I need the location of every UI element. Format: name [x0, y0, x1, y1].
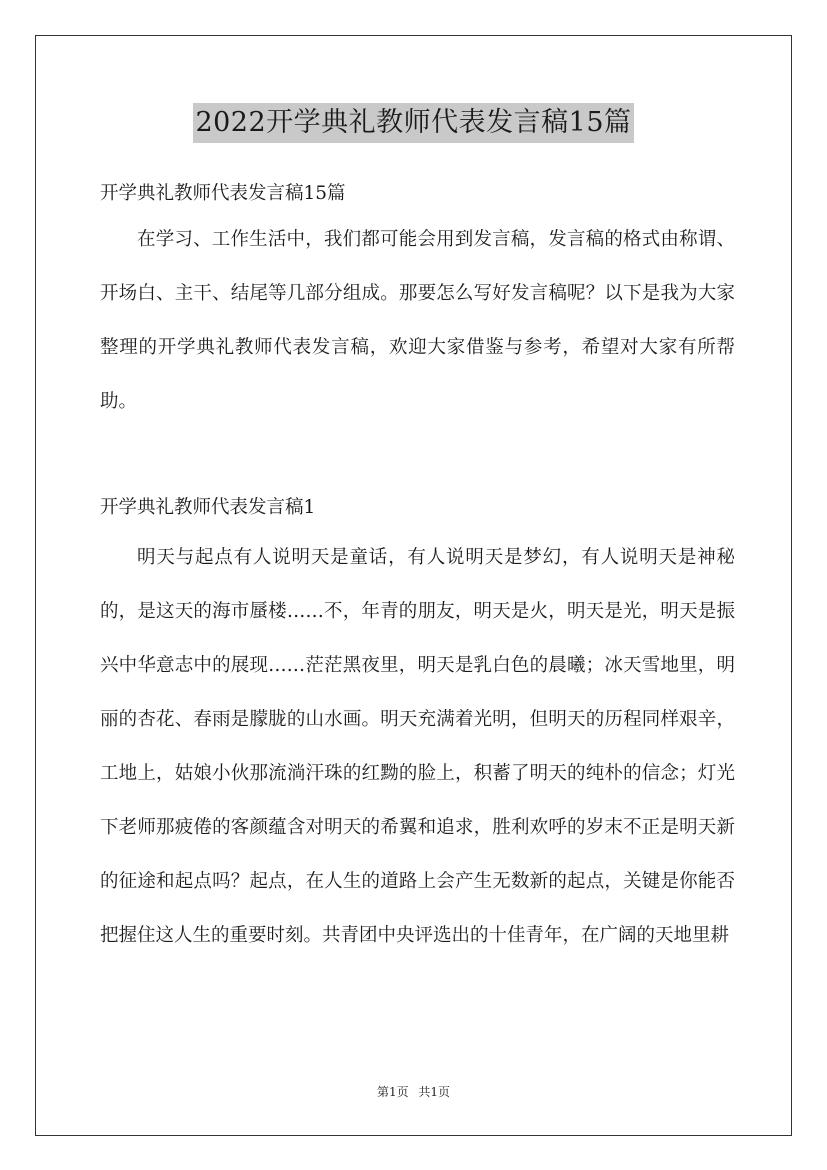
intro-paragraph: 在学习、工作生活中，我们都可能会用到发言稿，发言稿的格式由称谓、开场白、主干、结尾等几部分组成。那要怎么写好发言稿呢？以下是我为大家整理的开学典礼教师代表发言稿，欢迎大家借鉴与参考，希望对大家有所帮助。: [100, 229, 735, 412]
section-paragraph: 明天与起点有人说明天是童话，有人说明天是梦幻，有人说明天是神秘的，是这天的海市蜃楼……不，年青的朋友，明天是火，明天是光，明天是振兴中华意志中的展现……茫茫黑夜里，明天是乳白色的晨曦；冰天雪地里，明丽的杏花、春雨是朦胧的山水画。明天充满着光明，但明天的历程同样艰辛，工地上，姑娘小伙那流淌汗珠的红黝的脸上，积蓄了明天的纯朴的信念；灯光下老师那疲倦的客颜蕴含对明天的希翼和追求，胜利欢呼的岁末不正是明天新的征途和起点吗？起点，在人生的道路上会产生无数新的起点，关键是你能否把握住这人生的重要时刻。共青团中央评选出的十佳青年，在广阔的天地里耕: [100, 547, 735, 946]
document-title: 2022开学典礼教师代表发言稿15篇: [193, 103, 633, 143]
page-number-total: 共1页: [418, 1085, 451, 1099]
document-subtitle: 开学典礼教师代表发言稿15篇: [100, 183, 346, 204]
paragraph-gap: [100, 429, 735, 489]
document-body: [100, 175, 735, 963]
page-footer: [0, 1083, 827, 1100]
title-container: [0, 103, 827, 143]
section-heading: 开学典礼教师代表发言稿1: [100, 497, 316, 518]
page-number-current: 第1页: [376, 1085, 409, 1099]
